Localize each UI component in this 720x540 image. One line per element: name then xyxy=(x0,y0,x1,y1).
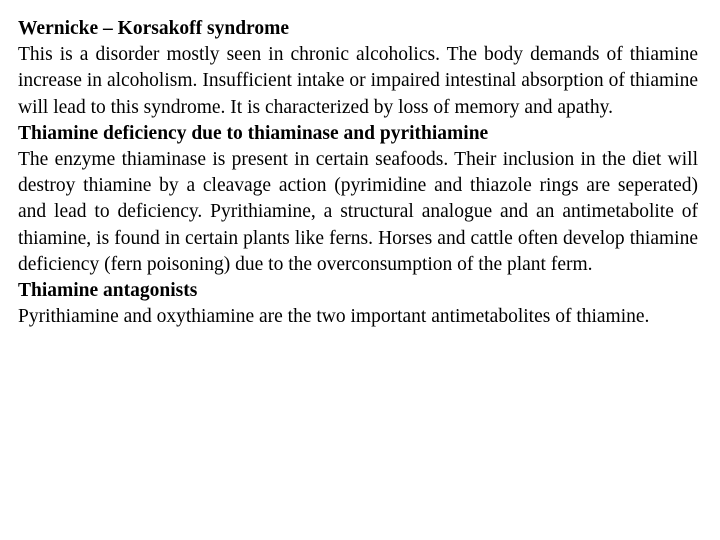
section-heading: Wernicke – Korsakoff syndrome xyxy=(18,18,290,39)
section-body: Pyrithiamine and oxythiamine are the two important antimetabolites of thiamine. xyxy=(18,306,650,328)
section-heading: Thiamine deficiency due to thiaminase and pyrithiamine xyxy=(18,122,489,144)
section-heading: Thiamine antagonists xyxy=(18,280,198,302)
section-thiamine-antagonists xyxy=(18,278,698,330)
section-body: This is a disorder mostly seen in chronic alcoholics. The body demands of thiamine increase in alcoholism. Insufficient intake or impaired intestinal absorption of thiamine will lead to this syndrome. It is characterized by loss of memory and apathy. xyxy=(18,44,698,118)
section-body: The enzyme thiaminase is present in certain seafoods. Their inclusion in the diet will destroy thiamine by a cleavage action (pyrimidine and thiazole rings are seperated) and lead to deficiency. Pyrithiamine, a structural analogue and an antimetabolite of thiamine, is found in certain plants like ferns. Horses and cattle often develop thiamine deficiency (fern poisoning) due to the overconsumption of the plant ferm. xyxy=(18,149,698,275)
section-wernicke-korsakoff xyxy=(18,16,698,121)
document-page xyxy=(18,16,698,330)
section-thiaminase-pyrithiamine xyxy=(18,121,698,278)
